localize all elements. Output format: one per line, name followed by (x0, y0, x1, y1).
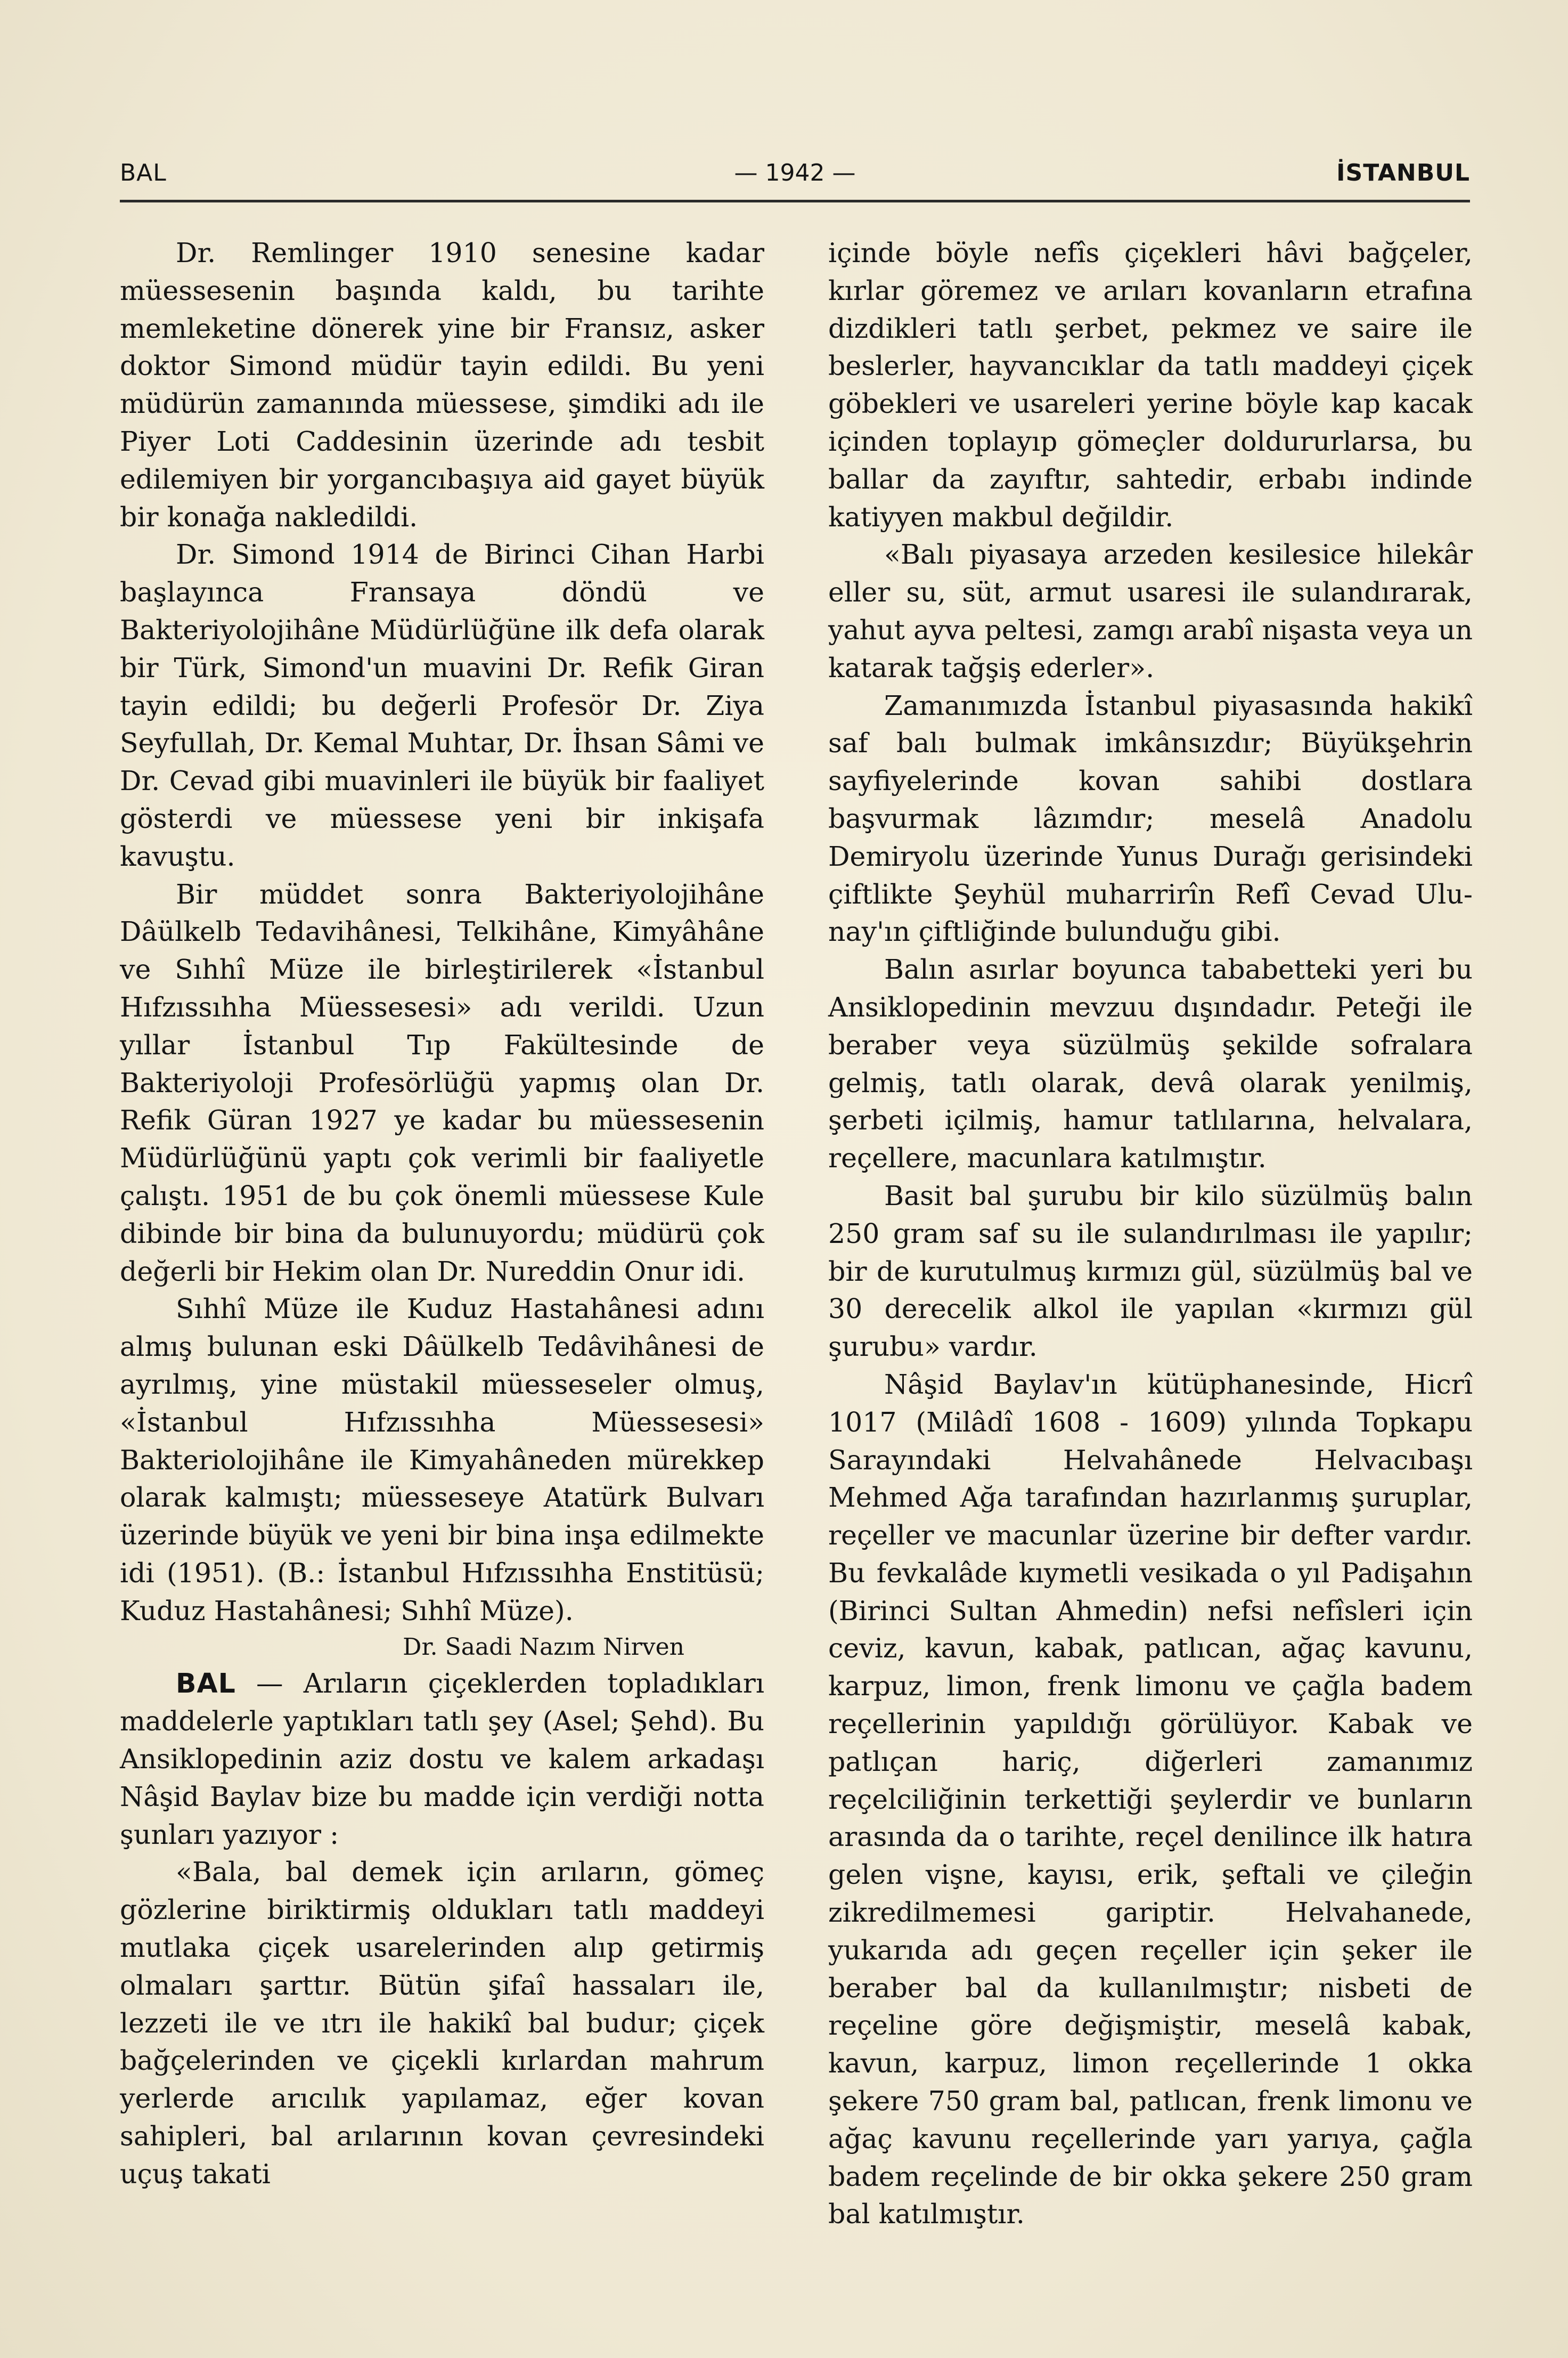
header-encyclopedia-title: İSTANBUL (1336, 159, 1470, 186)
author-signature: Dr. Saadi Nazım Nirven (403, 1633, 684, 1661)
right-column (828, 234, 1473, 2233)
paragraph-continued: içinde böyle nefîs çiçekleri hâvi bağçeler, kırlar göremez ve arıları kovanların etrafına dizdikleri tatlı şerbet, pekmez ve saire ile beslerler, hayvancıklar da tatlı maddeyi çiçek göbekleri ve usareleri yerine böyle kap kacak içinden toplayıp gömeçler doldururlarsa, bu ballar da zayıftır, sahtedir, erbabı indinde katiyyen makbul değildir. (828, 237, 1473, 533)
header-entry-word: BAL (120, 159, 167, 186)
paragraph: «Bala, bal demek için arıların, gömeç gözlerine biriktirmiş oldukları tatlı maddeyi mutlaka çiçek usarelerinden alıp getirmiş olmaları şarttır. Bütün şifaî hassaları ile, lezzeti ile ve ıtrı ile hakikî bal budur; çiçek bağçelerinden ve çiçekli kırlardan mahrum yerlerde arıcılık yapılamaz, eğer kovan sahipleri, bal arılarının kovan çevresindeki uçuş takati (120, 1856, 764, 2190)
paragraph: Balın asırlar boyunca tababetteki yeri bu Ansiklopedinin mevzuu dışındadır. Peteği ile beraber veya süzülmüş şekilde sofralara gelmiş, tatlı olarak, devâ olarak yenilmiş, şerbeti içilmiş, hamur tatlılarına, helvalara, reçellere, macunlara katılmıştır. (828, 954, 1473, 1174)
entry-paragraph (120, 1665, 764, 1853)
page-number: — 1942 — (734, 159, 856, 186)
paragraph: Zamanımızda İstanbul piyasasında hakikî saf balı bulmak imkânsızdır; Büyükşehrin sayfiyelerinde kovan sahibi dostlara başvurmak lâzımdır; meselâ Anadolu Demiryolu üzerinde Yunus Durağı gerisindeki çiftlikte Şeyhül muharrirîn Refî Cevad Ulu-nay'ın çiftliğinde bulunduğu gibi. (828, 689, 1473, 948)
paragraph: Sıhhî Müze ile Kuduz Hastahânesi adını almış bulunan eski Dâülkelb Tedâvihânesi de ayrılmış, yine müstakil müesseseler olmuş, «İstanbul Hıfzıssıhha Müessesesi» Bakteriolojihâne ile Kimyahâneden mürekkep olarak kalmıştı; müesseseye Atatürk Bulvarı üzerinde büyük ve yeni bir bina inşa edilmekte idi (1951). (B.: İstanbul Hıfzıssıhha Enstitüsü; Kuduz Hastahânesi; Sıhhî Müze). (120, 1293, 764, 1627)
running-header (120, 155, 1470, 192)
left-column (120, 234, 764, 2193)
paragraph: «Balı piyasaya arzeden kesilesice hilekâr eller su, süt, armut usaresi ile sulandırarak, yahut ayva peltesi, zamgı arabî nişasta veya un katarak tağşiş ederler». (828, 539, 1473, 684)
paragraph: Dr. Simond 1914 de Birinci Cihan Harbi başlayınca Fransaya döndü ve Bakteriyolojihâne Müdürlüğüne ilk defa olarak bir Türk, Simond'un muavini Dr. Refik Giran tayin edildi; bu değerli Profesör Dr. Ziya Seyfullah, Dr. Kemal Muhtar, Dr. İhsan Sâmi ve Dr. Cevad gibi muavinleri ile büyük bir faaliyet gösterdi ve müessese yeni bir inkişafa kavuştu. (120, 539, 764, 872)
paragraph: Dr. Remlinger 1910 senesine kadar müessesenin başında kaldı, bu tarihte memleketine dönerek yine bir Fransız, asker doktor Simond müdür tayin edildi. Bu yeni müdürün zamanında müessese, şimdiki adı ile Piyer Loti Caddesinin üzerinde adı tesbit edilemiyen bir yorgancıbaşıya aid gayet büyük bir konağa nakledildi. (120, 237, 764, 533)
entry-headword: BAL (176, 1668, 236, 1700)
header-rule (120, 200, 1470, 202)
paragraph: Nâşid Baylav'ın kütüphanesinde, Hicrî 1017 (Milâdî 1608 - 1609) yılında Topkapu Sarayındaki Helvahânede Helvacıbaşı Mehmed Ağa tarafından hazırlanmış şuruplar, reçeller ve macunlar üzerine bir defter vardır. Bu fevkalâde kıymetli vesikada o yıl Padişahın (Birinci Sultan Ahmedin) nefsi nefîsleri için ceviz, kavun, kabak, patlıcan, ağaç kavunu, karpuz, limon, frenk limonu ve çağla badem reçellerinin yapıldığı görülüyor. Kabak ve patlıçan hariç, diğerleri zamanımız reçelciliğinin terkettiği şeylerdir ve bunların arasında da o tarihte, reçel denilince ilk hatıra gelen vişne, kayısı, erik, şeftali ve çileğin zikredilmemesi gariptir. Helvahanede, yukarıda adı geçen reçeller için şeker ile beraber bal da kullanılmıştır; nisbeti de reçeline göre değişmiştir, meselâ kabak, kavun, karpuz, limon reçellerinde 1 okka şekere 750 gram bal, patlıcan, frenk limonu ve ağaç kavunu reçellerinde yarı yarıya, çağla badem reçelinde de bir okka şekere 250 gram bal katılmıştır. (828, 1368, 1473, 2230)
entry-definition: — Arıların çiçeklerden topladıkları maddelerle yaptıkları tatlı şey (Asel; Şehd). Bu Ansiklopedinin aziz dostu ve kalem arkadaşı Nâşid Baylav bize bu madde için verdiği notta şunları yazıyor : (120, 1668, 764, 1850)
paragraph: Basit bal şurubu bir kilo süzülmüş balın 250 gram saf su ile sulandırılması ile yapılır; bir de kurutulmuş kırmızı gül, süzülmüş bal ve 30 derecelik alkol ile yapılan «kırmızı gül şurubu» vardır. (828, 1180, 1473, 1363)
paragraph: Bir müddet sonra Bakteriyolojihâne Dâülkelb Tedavihânesi, Telkihâne, Kimyâhâne ve Sıhhî Müze ile birleştirilerek «İstanbul Hıfzıssıhha Müessesesi» adı verildi. Uzun yıllar İstanbul Tıp Fakültesinde de Bakteriyoloji Profesörlüğü yapmış olan Dr. Refik Güran 1927 ye kadar bu müessesenin Müdürlüğünü yaptı çok verimli bir faaliyetle çalıştı. 1951 de bu çok önemli müessese Kule dibinde bir bina da bulunuyordu; müdürü çok değerli bir Hekim olan Dr. Nureddin Onur idi. (120, 878, 764, 1287)
